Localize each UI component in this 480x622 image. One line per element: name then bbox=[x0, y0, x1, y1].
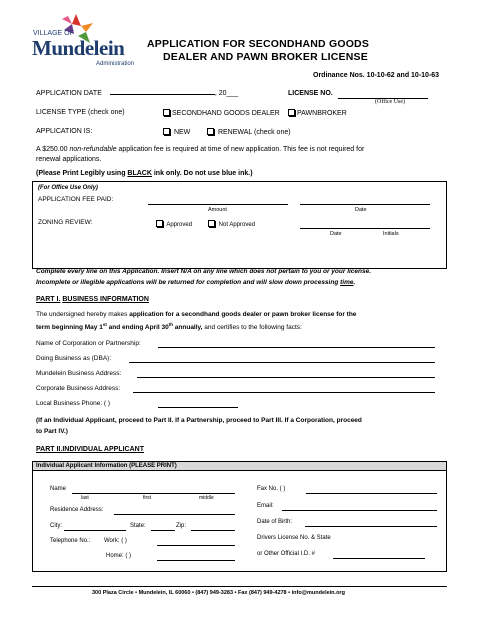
name-field[interactable] bbox=[72, 487, 235, 494]
ordinance: Ordinance Nos. 10-10-62 and 10-10-63 bbox=[313, 72, 440, 79]
application-is-renewal[interactable]: RENEWAL (check one) bbox=[207, 128, 291, 136]
other-id-field[interactable] bbox=[333, 552, 425, 559]
work-phone-label: Work: ( ) bbox=[104, 538, 127, 544]
zoning-label: ZONING REVIEW: bbox=[38, 219, 93, 226]
date-caption: Date bbox=[355, 207, 367, 213]
fee-text-line1: A $250.00 non-refundable application fee is required at time of new application. This fee is not required for bbox=[36, 146, 365, 153]
residence-field[interactable] bbox=[114, 508, 235, 515]
instructions-line1: Complete every line on this Application. Insert N/A on any line which does not pertain to you or your license. bbox=[36, 268, 372, 275]
home-phone-field[interactable] bbox=[157, 554, 235, 561]
state-label: State: bbox=[130, 523, 146, 529]
part1-intro-line2: term beginning May 1st and ending April 30th annually, and certifies to the following facts: bbox=[36, 322, 302, 332]
email-label: Email: bbox=[257, 503, 274, 509]
name-middle-caption: middle bbox=[199, 495, 214, 501]
page-title-line1: APPLICATION FOR SECONDHAND GOODS bbox=[147, 38, 370, 50]
checkbox-icon[interactable] bbox=[207, 128, 214, 135]
application-date-year: , 20___ bbox=[214, 90, 239, 97]
dba-field[interactable] bbox=[129, 355, 435, 363]
city-label: City: bbox=[50, 523, 62, 529]
zoning-not-approved[interactable]: Not Approved bbox=[208, 220, 255, 228]
checkbox-icon[interactable] bbox=[156, 220, 163, 227]
instructions-line2: Incomplete or illegible applications will be returned for completion and will slow down processing time. bbox=[36, 279, 356, 286]
date2-caption: Date bbox=[330, 231, 342, 237]
logo-village-of: VILLAGE OF bbox=[33, 30, 74, 37]
checkbox-icon[interactable] bbox=[163, 128, 170, 135]
page-title-line2: DEALER AND PAWN BROKER LICENSE bbox=[163, 51, 368, 63]
part1-intro-line1: The undersigned hereby makes application for a secondhand goods dealer or pawn broker license for the bbox=[36, 311, 357, 318]
name-label: Name bbox=[50, 486, 67, 492]
checkbox-icon[interactable] bbox=[288, 109, 295, 116]
corp-address-field[interactable] bbox=[133, 385, 435, 393]
logo-admin: Administration bbox=[96, 61, 135, 67]
amount-caption: Amount bbox=[208, 207, 227, 213]
name-first-caption: first bbox=[143, 495, 152, 501]
fee-amount-field[interactable] bbox=[148, 196, 288, 205]
footer-address: 300 Plaza Circle • Mundelein, IL 60060 • (847) 949-3283 • Fax (847) 949-4278 • info@mundelein.org bbox=[92, 590, 345, 596]
corp-address-label: Corporate Business Address: bbox=[36, 385, 121, 392]
application-date-label: APPLICATION DATE bbox=[36, 90, 102, 97]
zip-label: Zip: bbox=[176, 523, 187, 529]
dba-label: Doing Business as (DBA): bbox=[36, 355, 112, 362]
office-use-note: (Office Use) bbox=[375, 99, 406, 105]
mundelein-address-field[interactable] bbox=[137, 370, 435, 378]
part1-heading: PART I. BUSINESS INFORMATION bbox=[36, 296, 149, 303]
telephone-label: Telephone No.: bbox=[50, 538, 91, 544]
mundelein-address-label: Mundelein Business Address: bbox=[36, 370, 122, 377]
drivers-license-label: Drivers License No. & State bbox=[257, 535, 331, 541]
fee-text-line2: renewal applications. bbox=[36, 156, 102, 163]
dob-field[interactable] bbox=[305, 520, 437, 527]
residence-label: Residence Address: bbox=[50, 507, 104, 513]
checkbox-icon[interactable] bbox=[208, 220, 215, 227]
logo-name: Mundelein bbox=[32, 36, 125, 60]
zoning-date-field[interactable] bbox=[300, 220, 430, 229]
checkbox-icon[interactable] bbox=[163, 109, 170, 116]
application-is-new[interactable]: NEW bbox=[163, 128, 190, 136]
application-date-field[interactable] bbox=[110, 94, 215, 95]
license-type-label: LICENSE TYPE (check one) bbox=[36, 109, 125, 116]
name-last-caption: last bbox=[81, 495, 89, 501]
license-type-secondhand[interactable]: SECONDHAND GOODS DEALER bbox=[163, 109, 280, 117]
individual-info-title: Individual Applicant Information (PLEASE PRINT) bbox=[36, 463, 177, 469]
other-id-label: or Other Official I.D. # bbox=[257, 551, 315, 557]
work-phone-field[interactable] bbox=[157, 539, 235, 546]
fax-label: Fax No. ( ) bbox=[257, 486, 286, 492]
proceed-line2: to Part IV.) bbox=[36, 428, 68, 435]
email-field[interactable] bbox=[282, 504, 437, 511]
local-phone-label: Local Business Phone: ( ) bbox=[36, 400, 111, 407]
dob-label: Date of Birth: bbox=[257, 519, 293, 525]
proceed-line1: (If an Individual Applicant, proceed to Part II. If a Partnership, proceed to Part III. If a Corporation, proceed bbox=[36, 417, 362, 424]
fee-paid-label: APPLICATION FEE PAID: bbox=[38, 196, 114, 203]
license-type-pawnbroker[interactable]: PAWNBROKER bbox=[288, 109, 347, 117]
application-date-row bbox=[36, 90, 238, 97]
fee-date-field[interactable] bbox=[300, 196, 430, 205]
license-no-field[interactable] bbox=[338, 90, 428, 99]
zoning-approved[interactable]: Approved bbox=[156, 220, 192, 228]
zip-field[interactable] bbox=[191, 524, 235, 531]
office-use-title: (For Office Use Only) bbox=[38, 185, 98, 191]
city-field[interactable] bbox=[64, 524, 126, 531]
fax-field[interactable] bbox=[306, 487, 437, 494]
corp-name-field[interactable] bbox=[158, 340, 435, 348]
home-phone-label: Home: ( ) bbox=[106, 553, 132, 559]
print-notice: (Please Print Legibly using BLACK ink only. Do not use blue ink.) bbox=[36, 170, 253, 177]
state-field[interactable] bbox=[151, 524, 175, 531]
footer-divider bbox=[32, 586, 447, 587]
license-no-label: LICENSE NO. bbox=[288, 90, 333, 97]
part2-heading: PART II.INDIVIDUAL APPLICANT bbox=[36, 446, 144, 453]
local-phone-field[interactable] bbox=[158, 400, 238, 408]
initials-caption: Initials bbox=[383, 231, 399, 237]
corp-name-label: Name of Corporation or Partnership: bbox=[36, 340, 141, 347]
application-is-label: APPLICATION IS: bbox=[36, 128, 93, 135]
